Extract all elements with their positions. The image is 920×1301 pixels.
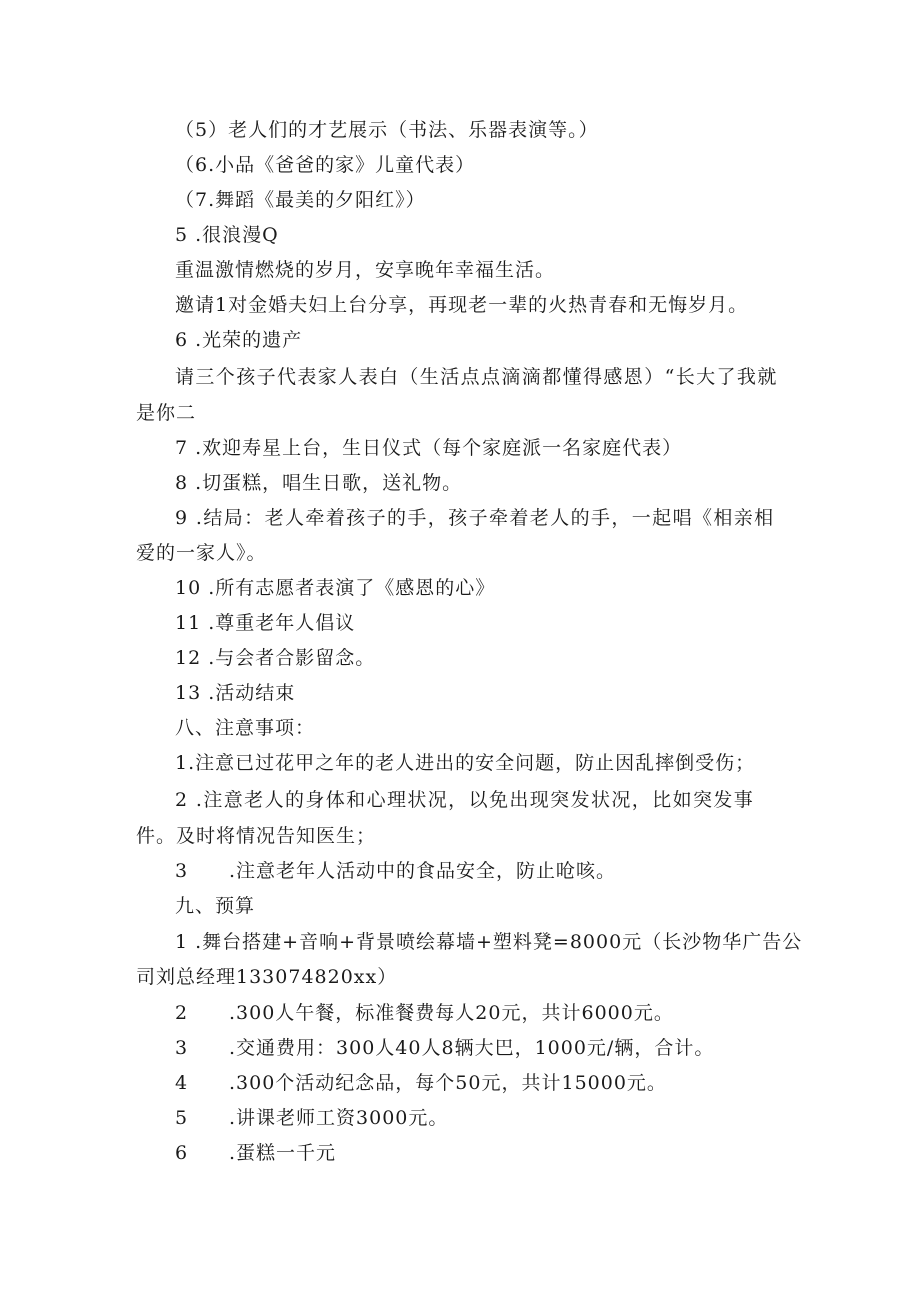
program-item-5: （5）老人们的才艺展示（书法、乐器表演等。） <box>175 119 599 141</box>
budget-item-number: 5 <box>175 1107 189 1129</box>
program-item-6: （6.小品《爸爸的家》儿童代表） <box>175 154 476 176</box>
section-heading-7: 7 .欢迎寿星上台，生日仪式（每个家庭派一名家庭代表） <box>175 437 683 459</box>
paragraph-line: 请三个孩子代表家人表白（生活点点滴滴都懂得感恩）“长大了我就 <box>175 366 778 388</box>
budget-item-text: .300人午餐，标准餐费每人20元，共计6000元。 <box>229 1002 674 1024</box>
section-title-notes: 八、注意事项： <box>175 717 316 739</box>
section-heading-13: 13 .活动结束 <box>175 682 296 704</box>
note-item-2-cont: 件。及时将情况告知医生； <box>136 825 377 847</box>
budget-item-5 <box>175 1106 448 1130</box>
paragraph-line-cont: 是你二 <box>136 402 197 424</box>
section-heading-9: 9 .结局：老人牵着孩子的手，孩子牵着老人的手，一起唱《相亲相 <box>175 507 775 529</box>
section-heading-6: 6 .光荣的遗产 <box>175 329 303 351</box>
budget-item-number: 2 <box>175 1002 189 1024</box>
section-heading-10: 10 .所有志愿者表演了《感恩的心》 <box>175 577 496 599</box>
section-title-budget: 九、预算 <box>175 895 256 917</box>
budget-item-4 <box>175 1071 667 1095</box>
section-heading-8: 8 .切蛋糕，唱生日歌，送礼物。 <box>175 472 463 494</box>
budget-item-6 <box>175 1141 336 1165</box>
program-item-7: （7.舞蹈《最美的夕阳红》） <box>175 189 426 211</box>
budget-item-number: 3 <box>175 1037 189 1059</box>
budget-item-text: .交通费用：300人40人8辆大巴，1000元/辆，合计。 <box>229 1037 715 1059</box>
section-heading-5: 5 .很浪漫Q <box>175 224 279 246</box>
budget-item-2 <box>175 1001 674 1025</box>
note-item-3 <box>175 859 616 883</box>
paragraph-line-cont: 爱的一家人》。 <box>136 542 267 564</box>
budget-item-text: .讲课老师工资3000元。 <box>229 1107 449 1129</box>
note-item-number: 3 <box>175 860 189 882</box>
budget-item-3 <box>175 1036 714 1060</box>
paragraph-line: 邀请1对金婚夫妇上台分享，再现老一辈的火热青春和无悔岁月。 <box>175 294 749 316</box>
budget-item-text: .300个活动纪念品，每个50元，共计15000元。 <box>229 1072 667 1094</box>
paragraph-line: 重温激情燃烧的岁月，安享晚年幸福生活。 <box>175 259 556 281</box>
budget-item-number: 4 <box>175 1072 189 1094</box>
section-heading-11: 11 .尊重老年人倡议 <box>175 612 356 634</box>
budget-item-text: .蛋糕一千元 <box>229 1142 337 1164</box>
budget-item-number: 6 <box>175 1142 189 1164</box>
note-item-text: .注意老年人活动中的食品安全，防止呛咳。 <box>229 860 617 882</box>
note-item-2: 2 .注意老人的身体和心理状况，以免出现突发状况，比如突发事 <box>175 789 755 811</box>
budget-item-1: 1 .舞台搭建+音响+背景喷绘幕墙+塑料凳=8000元（长沙物华广告公 <box>175 931 803 953</box>
budget-item-1-cont: 司刘总经理133074820xx） <box>136 966 398 988</box>
section-heading-12: 12 .与会者合影留念。 <box>175 647 376 669</box>
note-item-1: 1.注意已过花甲之年的老人进出的安全问题，防止因乱摔倒受伤； <box>175 752 756 774</box>
